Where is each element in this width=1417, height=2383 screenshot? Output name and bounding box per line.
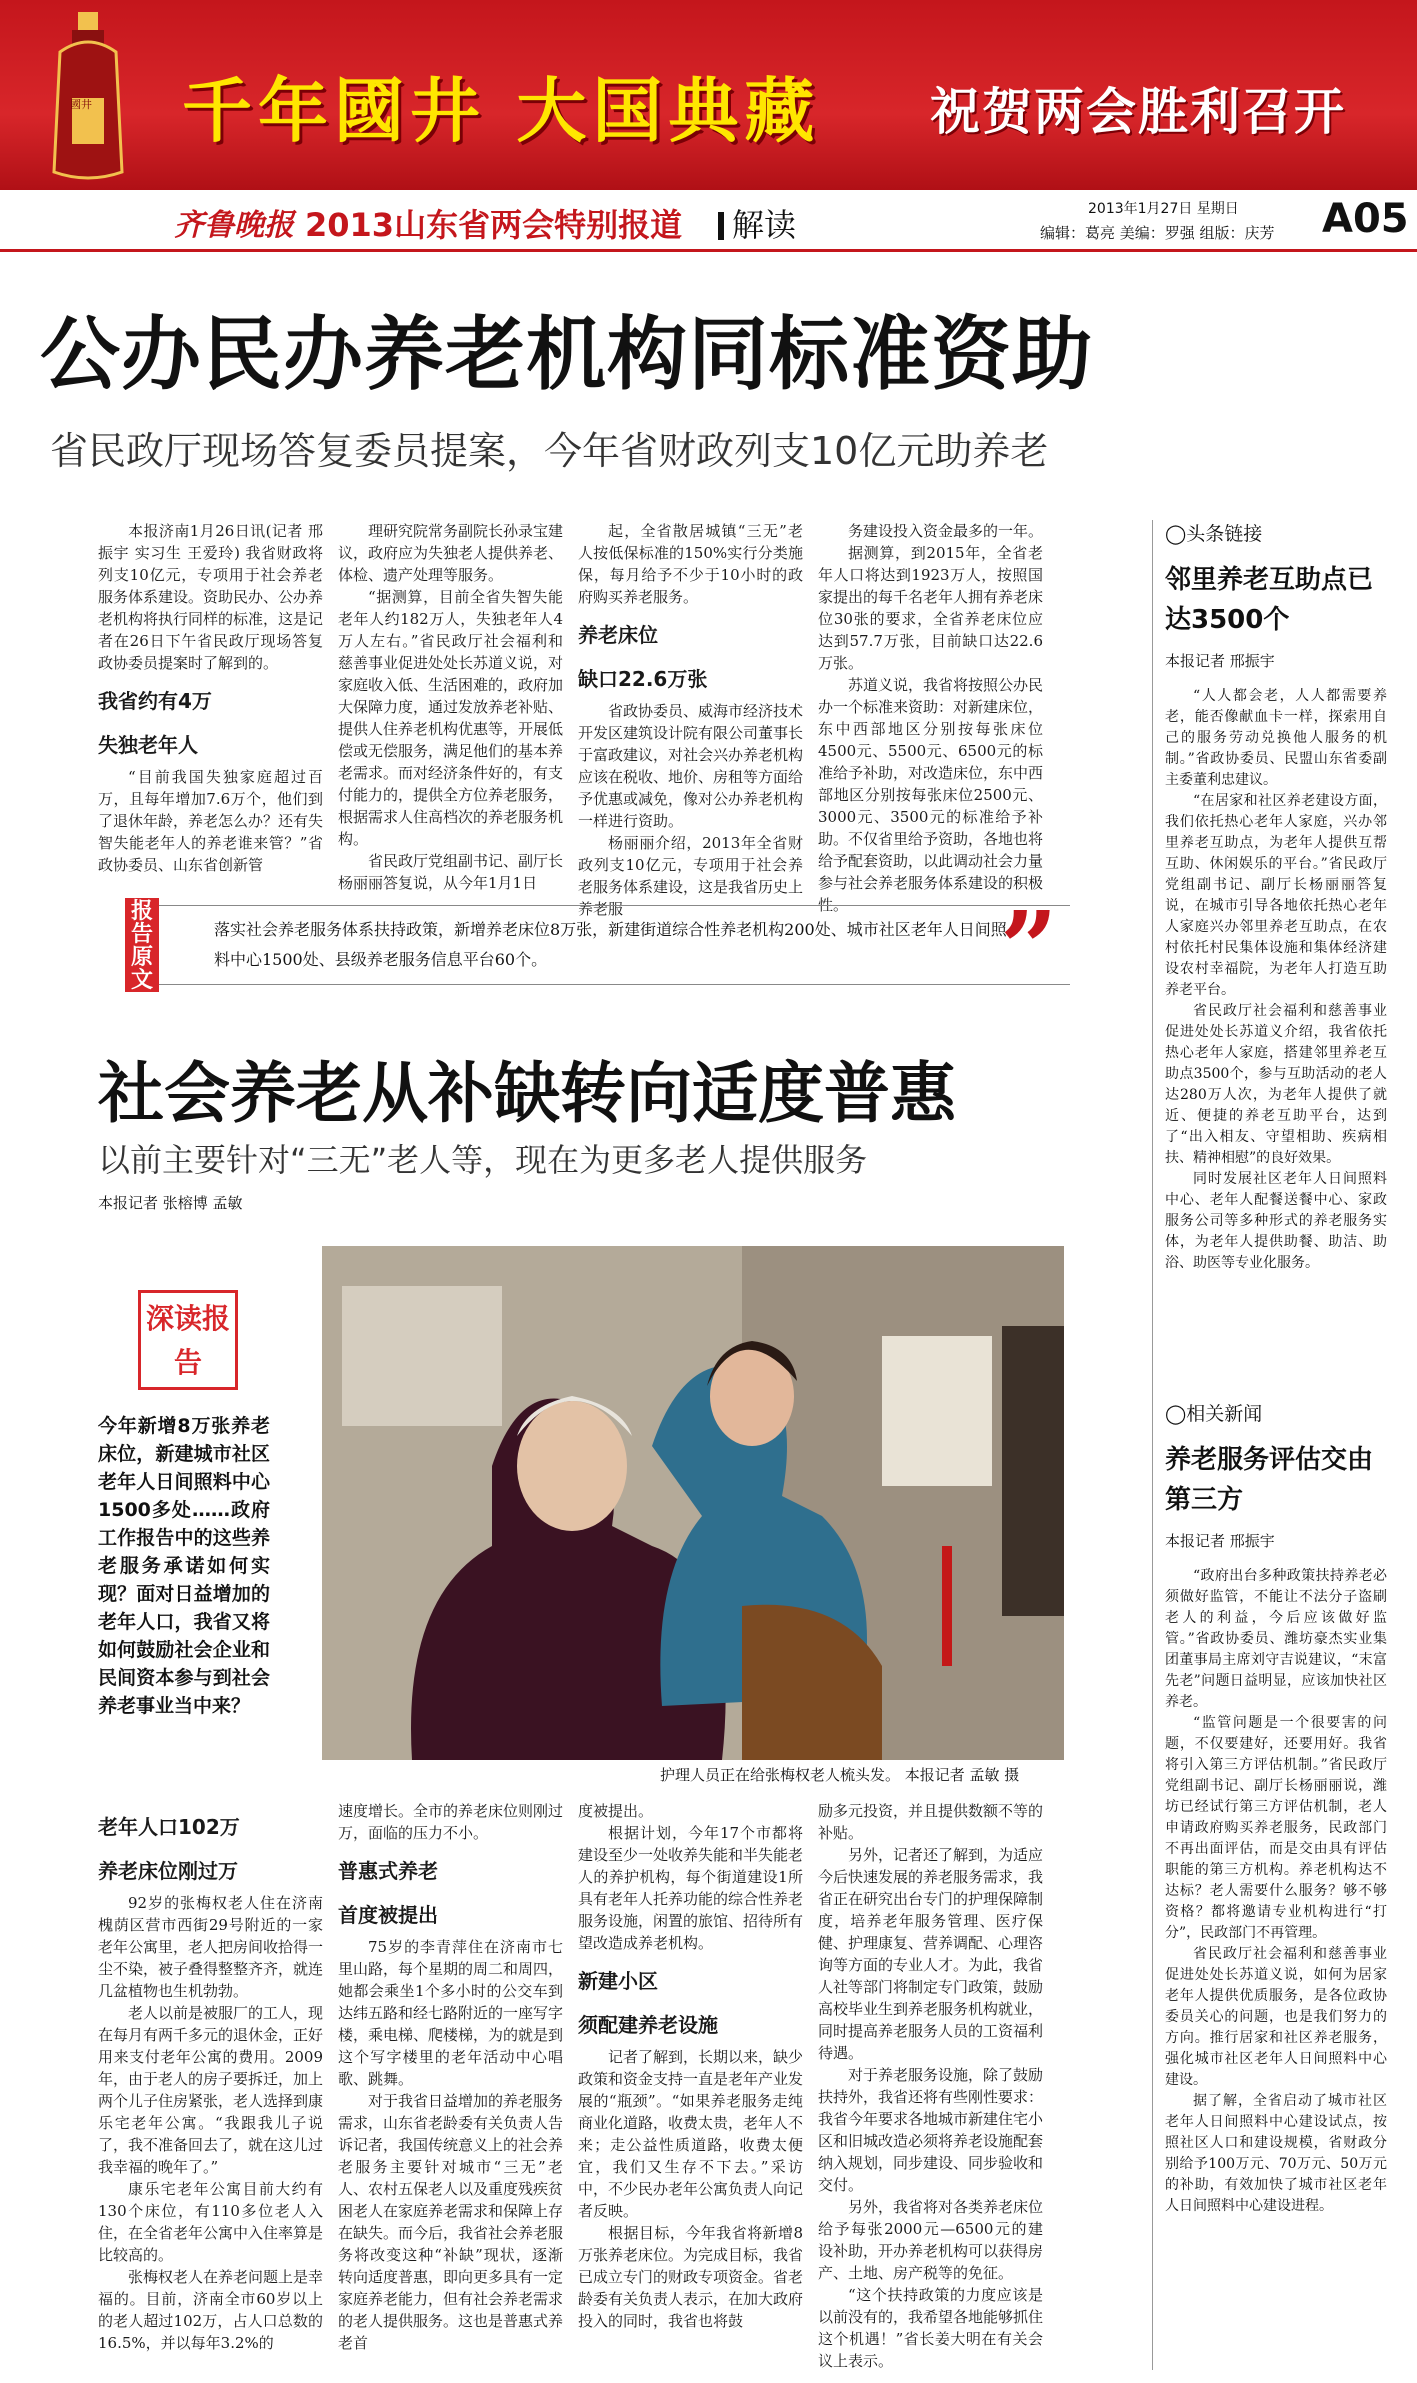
section-subhead: 缺口22.6万张 — [578, 667, 708, 691]
paragraph: 省政协委员、威海市经济技术开发区建筑设计院有限公司董事长于富政建议，对社会兴办养老机构应该在税收、地价、房租等方面给予优惠或减免，像对公办养老机构一样进行资助。 — [578, 702, 804, 830]
paragraph: 杨丽丽介绍，2013年全省财政列支10亿元，专项用于社会养老服务体系建设，这是我省历史上养老服 — [578, 834, 804, 918]
section-subhead: 养老床位刚过万 — [98, 1859, 238, 1883]
section-subhead: 首度被提出 — [338, 1903, 438, 1927]
paragraph: 度被提出。 — [578, 1802, 654, 1820]
section-subhead: 养老床位 — [578, 623, 658, 647]
paragraph: 省民政厅社会福利和慈善事业促进处处长苏道义介绍，我省依托热心老年人家庭，搭建邻里养老互助点3500个，参与互助活动的老人达280万人次，为老年人提供了就近、便捷的养老互助平台，达到了“出入相友、守望相助、疾病相扶、精神相慰”的良好效果。 — [1165, 1003, 1387, 1166]
paragraph: “在居家和社区养老建设方面，我们依托热心老年人家庭，兴办邻里养老互助点，为老年人提供互帮互助、休闲娱乐的平台。”省民政厅党组副书记、副厅长杨丽丽答复说，在城市引导各地依托热心老年人家庭兴办邻里养老互助点，在农村依托村民集体设施和集体经济建设农村幸福院，为老年人打造互助养老平台。 — [1165, 793, 1387, 998]
paragraph: 同时发展社区老年人日间照料中心、老年人配餐送餐中心、家政服务公司等多种形式的养老服务实体，为老年人提供助餐、助洁、助浴、助医等专业化服务。 — [1165, 1171, 1387, 1271]
text-column — [338, 520, 563, 894]
paragraph: 苏道义说，我省将按照公办民办一个标准来资助：对新建床位，东中西部地区分别按每张床位4500元、5500元、6500元的标准给予补助，对改造床位，东中西部地区分别按每张床位2500元、3000元、3500元的标准给予补助。不仅省里给予资助，各地也将给予配套资助，以此调动社会力量参与社会养老服务体系建设的积极性。 — [818, 676, 1044, 914]
paragraph: 记者了解到，长期以来，缺少政策和资金支持一直是老年产业发展的“瓶颈”。“如果养老服务走纯商业化道路，收费太贵，老年人不来；走公益性质道路，收费太便宜，我们又生存不下去。”采访中，不少民办老年公寓负责人向记者反映。 — [578, 2048, 804, 2220]
paragraph: “监管问题是一个很要害的问题，不仅要建好，还要用好。我省将引入第三方评估机制。”省民政厅党组副书记、副厅长杨丽丽说，潍坊已经试行第三方评估机制，老人申请政府购买养老服务，民政部门不再出面评估，而是交由具有评估职能的第三方机构。养老机构达不达标？老人需要什么服务？够不够资格？都将邀请专业机构进行“打分”，民政部门不再管理。 — [1165, 1715, 1387, 1941]
ad-slogan: 千年國井 大国典藏 — [182, 70, 821, 152]
sidebar-tag — [1165, 520, 1387, 548]
section-subhead: 普惠式养老 — [338, 1859, 438, 1883]
paragraph: 92岁的张梅权老人住在济南槐荫区营市西街29号附近的一家老年公寓里，老人把房间收拾得一尘不染，被子叠得整整齐齐，就连几盆植物也生机勃勃。 — [98, 1894, 324, 2000]
text-column — [578, 520, 803, 920]
text-column — [98, 1800, 323, 2354]
paragraph: 另外，记者还了解到，为适应今后快速发展的养老服务需求，我省正在研究出台专门的护理保障制度，培养老年服务管理、医疗保健、护理康复、营养调配、心理咨询等方面的专业人才。为此，我省人社等部门将制定专门政策，鼓励高校毕业生到养老服务机构就业，同时提高养老服务人员的工资福利待遇。 — [818, 1846, 1044, 2062]
paragraph: 康乐宅老年公寓目前大约有130个床位，有110多位老人入住，在全省老年公寓中入住率算是比较高的。 — [98, 2180, 324, 2264]
text-column — [818, 1800, 1043, 2372]
paragraph: 对于我省日益增加的养老服务需求，山东省老龄委有关负责人告诉记者，我国传统意义上的社会养老服务主要针对城市“三无”老人、农村五保老人以及重度残疾贫困老人在家庭养老需求和保障上存在缺失。而今后，我省社会养老服务将改变这种“补缺”现状，逐渐转向适度普惠，即向更多具有一定家庭养老能力，但有社会养老需求的老人提供服务。这也是普惠式养老首 — [338, 2092, 564, 2352]
section-name: 解读 — [718, 200, 796, 246]
paragraph: “政府出台多种政策扶持养老必须做好监管，不能让不法分子盗刷老人的利益，今后应该做好监管。”省政协委员、潍坊豪杰实业集团董事局主席刘守吉说建议，“末富先老”问题日益明显，应该加快社区养老。 — [1165, 1568, 1387, 1710]
text-column — [338, 1800, 563, 2354]
text-column — [578, 1800, 803, 2332]
sidebar-related-news — [1165, 1400, 1387, 2217]
section-subhead: 老年人口102万 — [98, 1815, 240, 1839]
paragraph: “人人都会老，人人都需要养老，能否像献血卡一样，探索用自己的服务劳动兑换他人服务的机制。”省政协委员、民盟山东省委副主委董利忠建议。 — [1165, 688, 1387, 788]
paragraph: 对于养老服务设施，除了鼓励扶持外，我省还将有些刚性要求：我省今年要求各地城市新建住宅小区和旧城改造必须将养老设施配套纳入规划，同步建设、同步验收和交付。 — [818, 2066, 1044, 2194]
section-subhead: 我省约有4万 — [98, 689, 212, 713]
ad-congratulations: 祝贺两会胜利召开 — [930, 83, 1346, 141]
paragraph: 根据目标，今年我省将新增8万张养老床位。为完成目标，我省已成立专门的财政专项资金。省老龄委有关负责人表示，在加大政府投入的同时，我省也将鼓 — [578, 2224, 804, 2330]
paragraph: 根据计划，今年17个市都将建设至少一处收养失能和半失能老人的养护机构，每个街道建设1所具有老年人托养功能的综合性养老服务设施，闲置的旅馆、招待所有望改造成养老机构。 — [578, 1824, 804, 1952]
text-column — [98, 520, 323, 876]
photo-illustration — [322, 1246, 1064, 1760]
sidebar-byline: 本报记者 邢振宇 — [1165, 652, 1275, 670]
sidebar-headline-link — [1165, 520, 1387, 1274]
sidebar-tag-label: 头条链接 — [1186, 523, 1263, 545]
sidebar-tag-label: 相关新闻 — [1186, 1403, 1263, 1425]
paragraph: 省民政厅社会福利和慈善事业促进处处长苏道义说，如何为居家老年人提供优质服务，是各位政协委员关心的问题，也是我们努力的方向。推行居家和社区养老服务，强化城市社区老年人日间照料中心建设。 — [1165, 1946, 1387, 2088]
paragraph: 另外，我省将对各类养老床位给予每张2000元—6500元的建设补助，开办养老机构可以获得房产、土地、房产税等的免征。 — [818, 2198, 1044, 2282]
paragraph: 速度增长。全市的养老床位则刚过万，面临的压力不小。 — [338, 1802, 564, 1842]
paragraph: 老人以前是被服厂的工人，现在每月有两千多元的退休金，正好用来支付老年公寓的费用。2009年，由于老人的房子要拆迁，加上两个儿子住房紧张，老人选择到康乐宅老年公寓。“我跟我儿子说了，我不准备回去了，就在这儿过我幸福的晚年了。” — [98, 2004, 324, 2176]
circle-icon: ◯ — [1165, 1403, 1187, 1425]
report-excerpt-text: 落实社会养老服务体系扶持政策，新增养老床位8万张，新建街道综合性养老机构200处、城市社区老年人日间照料中心1500处、县级养老服务信息平台60个。 — [214, 920, 1007, 969]
sidebar-title: 邻里养老互助点已达3500个 — [1165, 565, 1374, 635]
paragraph: 务建设投入资金最多的一年。 — [848, 522, 1044, 540]
report-excerpt-label: 报告原文 — [125, 898, 159, 992]
news-photo — [322, 1246, 1064, 1760]
deep-report-stamp: 深读报告 — [138, 1290, 238, 1390]
special-report-title: 2013山东省两会特别报道 — [305, 206, 683, 244]
main-subheadline: 省民政厅现场答复委员提案，今年省财政列支10亿元助养老 — [50, 429, 1049, 473]
paragraph: 75岁的李青萍住在济南市七里山路，每个星期的周二和周四，她都会乘坐1个多小时的公交车到达纬五路和经七路附近的一座写字楼，乘电梯、爬楼梯，为的就是到这个写字楼里的老年活动中心唱歌、跳舞。 — [338, 1938, 564, 2088]
sidebar-title: 养老服务评估交由第三方 — [1165, 1445, 1374, 1515]
section-subhead: 新建小区 — [578, 1969, 658, 1993]
newspaper-name: 齐鲁晚报 — [174, 208, 294, 243]
text-column — [818, 520, 1043, 916]
bottle-label: 國井 — [70, 98, 92, 111]
paragraph: “据测算，目前全省失智失能老年人约182万人，失独老年人4万人左右。”省民政厅社会福利和慈善事业促进处处长苏道义说，对家庭收入低、生活困难的，政府加大保障力度，通过发放养老补贴、提供人住养老机构优惠等，开展低偿或无偿服务，满足他们的基本养老需求。而对经济条件好的，有支付能力的，提供全方位养老服务，根据需求人住高档次的养老服务机构。 — [338, 588, 564, 848]
page-number: A05 — [1322, 196, 1409, 242]
paragraph: 张梅权老人在养老问题上是幸福的。目前，济南全市60岁以上的老人超过102万，占人口总数的16.5%，并以每年3.2%的 — [98, 2268, 324, 2352]
paragraph: 本报济南1月26日讯(记者 邢振宇 实习生 王爱玲) 我省财政将列支10亿元，专项用于社会养老服务体系建设。资助民办、公办养老机构将执行同样的标准，这是记者在26日下午省民政厅现场答复政协委员提案时了解到的。 — [98, 522, 324, 672]
paragraph: “这个扶持政策的力度应该是以前没有的，我希望各地能够抓住这个机遇！”省长姜大明在有关会议上表示。 — [818, 2286, 1044, 2370]
paragraph: 起，全省散居城镇“三无”老人按低保标准的150%实行分类施保，每月给予不少于10小时的政府购买养老服务。 — [578, 522, 803, 606]
circle-icon: ◯ — [1165, 523, 1187, 545]
second-byline: 本报记者 张榕博 孟敏 — [98, 1194, 243, 1212]
sidebar-body — [1165, 686, 1387, 1274]
photo-caption: 护理人员正在给张梅权老人梳头发。 本报记者 孟敏 摄 — [660, 1766, 1020, 1784]
advertisement-banner — [0, 0, 1417, 190]
quote-mark-icon: ” — [1000, 889, 1058, 1007]
editor-credits: 编辑：葛亮 美编：罗强 组版：庆芳 — [1040, 224, 1275, 242]
paragraph: 励多元投资，并且提供数额不等的补贴。 — [818, 1802, 1044, 1842]
lead-paragraph: 今年新增8万张养老床位，新建城市社区老年人日间照料中心1500多处……政府工作报告中的这些养老服务承诺如何实现？面对日益增加的老年人口，我省又将如何鼓励社会企业和民间资本参与到社会养老事业当中来？ — [98, 1415, 270, 1717]
paragraph: 据了解，全省启动了城市社区老年人日间照料中心建设试点，按照社区人口和建设规模，省财政分别给予100万元、70万元、50万元的补助，有效加快了城市社区老年人日间照料中心建设进程。 — [1165, 2093, 1387, 2214]
liquor-bottle-icon — [42, 12, 134, 180]
column-divider — [1152, 520, 1153, 2370]
paragraph: “目前我国失独家庭超过百万，且每年增加7.6万个，他们到了退休年龄，养老怎么办？还有失智失能老年人的养老谁来管？”省政协委员、山东省创新管 — [98, 768, 324, 874]
paragraph: 理研究院常务副院长孙录宝建议，政府应为失独老人提供养老、体检、遗产处理等服务。 — [338, 522, 564, 584]
sidebar-byline: 本报记者 邢振宇 — [1165, 1532, 1275, 1550]
second-subheadline: 以前主要针对“三无”老人等，现在为更多老人提供服务 — [98, 1141, 868, 1179]
issue-date: 2013年1月27日 星期日 — [1088, 201, 1239, 217]
section-subhead: 须配建养老设施 — [578, 2013, 718, 2037]
paragraph: 省民政厅党组副书记、副厅长杨丽丽答复说，从今年1月1日 — [338, 852, 564, 892]
main-headline: 公办民办养老机构同标准资助 — [40, 308, 1093, 401]
second-headline: 社会养老从补缺转向适度普惠 — [98, 1055, 956, 1132]
paragraph: 据测算，到2015年，全省老年人口将达到1923万人，按照国家提出的每千名老年人拥有养老床位30张的要求，全省养老床位应达到57.7万张，目前缺口达22.6万张。 — [818, 544, 1044, 672]
sidebar-tag — [1165, 1400, 1387, 1428]
section-subhead: 失独老年人 — [98, 733, 198, 757]
sidebar-body — [1165, 1566, 1387, 2217]
